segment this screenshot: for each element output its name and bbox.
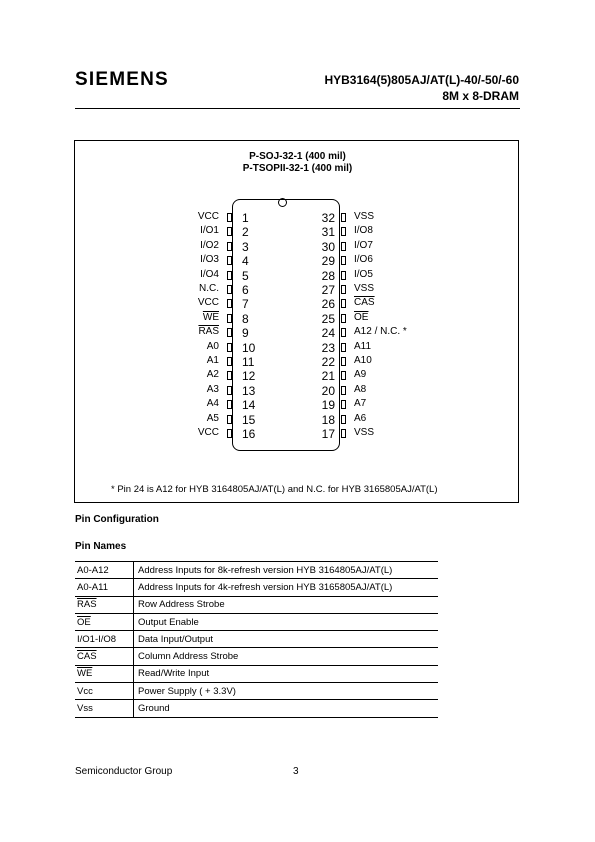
pin-name-text: A0-A12 xyxy=(77,564,109,576)
pin-name-cell xyxy=(75,562,134,579)
pin-number: 5 xyxy=(242,268,249,283)
pin-number: 13 xyxy=(242,383,256,398)
pin-number: 23 xyxy=(321,340,335,355)
pin-name-text: Vcc xyxy=(77,685,93,697)
pin-lead xyxy=(227,213,232,222)
pin-number: 21 xyxy=(321,369,335,384)
pin-signal-label: A6 xyxy=(354,412,367,424)
pin-lead xyxy=(341,314,346,323)
pin-signal-label: I/O8 xyxy=(354,225,373,237)
pin-lead xyxy=(341,213,346,222)
pin-number: 31 xyxy=(321,225,335,240)
pin-number: 6 xyxy=(242,283,249,297)
pin-signal-label: VCC xyxy=(197,297,219,309)
pin-lead xyxy=(227,256,232,265)
table-row xyxy=(75,579,438,596)
pin-lead xyxy=(341,285,346,294)
pin-name-cell xyxy=(75,700,134,717)
table-row xyxy=(75,562,438,579)
pin-lead xyxy=(227,400,232,409)
pin-lead xyxy=(341,386,346,395)
pin-name-cell xyxy=(75,648,134,665)
pin-number: 17 xyxy=(321,427,335,441)
pin-lead xyxy=(227,285,232,294)
pin-lead xyxy=(341,343,346,352)
pin-number: 20 xyxy=(321,383,335,398)
pin-signal-label: A4 xyxy=(206,398,219,410)
table-row xyxy=(75,700,438,717)
pin-function-cell: Data Input/Output xyxy=(134,631,439,648)
pin-signal-label: VSS xyxy=(354,283,375,294)
pin-names-caption: Pin Names xyxy=(75,541,127,552)
pin-signal-label: VSS xyxy=(354,211,375,222)
pin-number: 24 xyxy=(321,326,335,341)
pin-name-cell xyxy=(75,665,134,682)
pin-signal-label: VCC xyxy=(197,427,219,438)
pin-signal-label: A12 / N.C. * xyxy=(354,326,407,338)
pin-signal-label: A2 xyxy=(206,369,219,381)
pin-number: 26 xyxy=(321,297,335,312)
pin-lead xyxy=(227,429,232,438)
pin-lead xyxy=(227,357,232,366)
pin-number: 12 xyxy=(242,369,256,384)
pin-function-cell: Address Inputs for 8k-refresh version HYB 3164805AJ/AT(L) xyxy=(134,562,439,579)
pin-name-cell xyxy=(75,579,134,596)
pin-signal-label: $\overline{CAS}$ xyxy=(354,297,375,309)
pin-number: 25 xyxy=(321,311,335,326)
package-label-tsop: P-TSOPII-32-1 (400 mil) xyxy=(242,163,353,174)
pin-name-cell xyxy=(75,683,134,700)
pin-number: 18 xyxy=(321,412,335,427)
pin-lead xyxy=(227,386,232,395)
pin-name-text: A0-A11 xyxy=(77,581,108,593)
pin-number: 4 xyxy=(242,254,249,269)
pin-signal-label: A11 xyxy=(354,340,372,352)
pin-number: 9 xyxy=(242,326,249,341)
pin-signal-label: I/O1 xyxy=(200,225,219,237)
pin-signal-label: $\overline{RAS}$ xyxy=(198,326,219,338)
pin-signal-label: A9 xyxy=(354,369,367,381)
pin-number: 29 xyxy=(321,254,335,269)
pin-function-cell: Row Address Strobe xyxy=(134,596,439,613)
pin-lead xyxy=(341,429,346,438)
pin-number: 22 xyxy=(321,355,335,369)
pin-function-cell: Address Inputs for 4k-refresh version HYB 3165805AJ/AT(L) xyxy=(134,579,439,596)
table-row xyxy=(75,683,438,700)
pin-lead xyxy=(227,328,232,337)
pin-name-text: $\overline{RAS}$ xyxy=(77,599,97,611)
pin-function-cell: Column Address Strobe xyxy=(134,648,439,665)
footer-group: Semiconductor Group xyxy=(75,766,173,777)
pin-function-cell: Output Enable xyxy=(134,613,439,630)
pin-number: 28 xyxy=(321,268,335,283)
pin1-marker-icon xyxy=(278,198,287,207)
pin-signal-label: A7 xyxy=(354,398,367,410)
document-header xyxy=(324,72,519,104)
pin-number: 32 xyxy=(321,211,335,225)
pin-number: 14 xyxy=(242,398,256,413)
pin-number: 16 xyxy=(242,427,256,441)
pin-signal-label: A3 xyxy=(206,383,219,395)
pin-lead xyxy=(227,415,232,424)
pin-lead xyxy=(341,271,346,280)
pin-lead xyxy=(341,328,346,337)
pin-number: 8 xyxy=(242,311,249,326)
table-row xyxy=(75,631,438,648)
pin-number: 3 xyxy=(242,239,249,254)
pin-lead xyxy=(341,256,346,265)
pin-lead xyxy=(341,371,346,380)
pin-lead xyxy=(227,227,232,236)
page-number: 3 xyxy=(293,766,299,777)
table-row xyxy=(75,648,438,665)
pin-function-cell: Ground xyxy=(134,700,439,717)
pin-function-cell: Power Supply ( + 3.3V) xyxy=(134,683,439,700)
pin-names-table xyxy=(75,561,438,718)
pin-name-text: $\overline{CAS}$ xyxy=(77,651,97,663)
pin-signal-label: I/O3 xyxy=(200,254,219,266)
pin-signal-label: I/O6 xyxy=(354,254,373,266)
pin-lead xyxy=(227,271,232,280)
pin-lead xyxy=(227,343,232,352)
pin-name-text: Vss xyxy=(77,703,93,715)
pin-name-cell xyxy=(75,613,134,630)
pin-signal-label: $\overline{OE}$ xyxy=(354,311,369,323)
pin-function-cell: Read/Write Input xyxy=(134,665,439,682)
pin-number: 19 xyxy=(321,398,335,413)
pin-name-cell xyxy=(75,631,134,648)
pin-lead xyxy=(341,227,346,236)
table-row xyxy=(75,596,438,613)
pin-lead xyxy=(341,400,346,409)
pin-signal-label: N.C. xyxy=(199,283,219,294)
pin-signal-label: A1 xyxy=(206,355,219,366)
pin-number: 15 xyxy=(242,412,256,427)
table-row xyxy=(75,665,438,682)
pin-signal-label: I/O2 xyxy=(200,239,219,251)
pin-signal-label: A10 xyxy=(354,355,372,366)
pin-number: 10 xyxy=(242,340,256,355)
pin-name-text: $\overline{OE}$ xyxy=(77,616,91,628)
pin-number: 27 xyxy=(321,283,335,297)
header-divider xyxy=(75,108,520,109)
package-label-soj: P-SOJ-32-1 (400 mil) xyxy=(249,151,346,162)
table-row xyxy=(75,613,438,630)
pin-lead xyxy=(227,299,232,308)
siemens-logo: SIEMENS xyxy=(75,69,169,90)
pin-signal-label: A5 xyxy=(206,412,219,424)
pin-signal-label: I/O5 xyxy=(354,268,373,280)
pin-signal-label: I/O7 xyxy=(354,239,373,251)
pin-signal-label: A0 xyxy=(206,340,219,352)
pin-signal-label: VCC xyxy=(197,211,219,222)
pin-name-text: I/O1-I/O8 xyxy=(77,633,117,645)
pin-lead xyxy=(227,314,232,323)
pin-lead xyxy=(341,357,346,366)
pin-name-text: $\overline{WE}$ xyxy=(77,668,93,680)
pin-lead xyxy=(341,299,346,308)
pin-signal-label: $\overline{WE}$ xyxy=(202,311,219,323)
pin-lead xyxy=(341,415,346,424)
pin-number: 30 xyxy=(321,239,335,254)
pin-signal-label: I/O4 xyxy=(200,268,219,280)
pin-configuration-caption: Pin Configuration xyxy=(75,514,159,525)
pin-lead xyxy=(227,371,232,380)
pin-lead xyxy=(227,242,232,251)
pin-signal-label: A8 xyxy=(354,383,367,395)
pin-number: 7 xyxy=(242,297,249,312)
pin-lead xyxy=(341,242,346,251)
pin-number: 1 xyxy=(242,211,249,225)
figure-footnote: * Pin 24 is A12 for HYB 3164805AJ/AT(L) and N.C. for HYB 3165805AJ/AT(L) xyxy=(111,484,438,495)
pin-signal-label: VSS xyxy=(354,427,375,438)
pin-number: 2 xyxy=(242,225,249,240)
pin-number: 11 xyxy=(242,355,255,369)
device-description: 8M x 8-DRAM xyxy=(442,89,519,103)
pin-name-cell xyxy=(75,596,134,613)
part-number: HYB3164(5)805AJ/AT(L)-40/-50/-60 xyxy=(324,73,519,87)
